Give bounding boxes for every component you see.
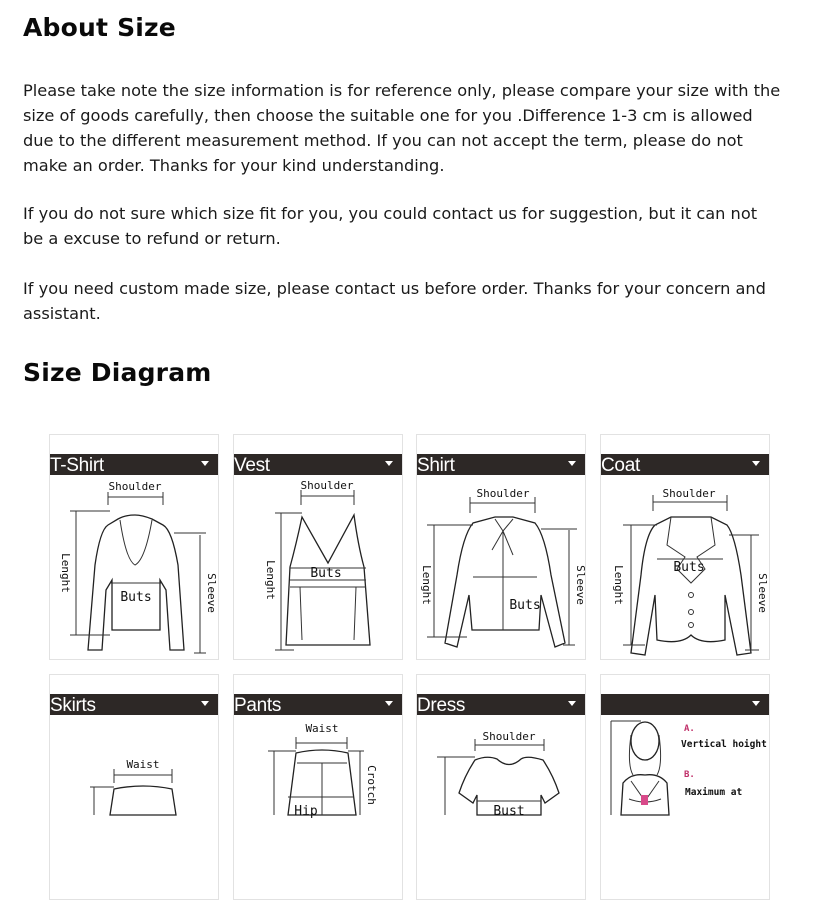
size-card-tshirt bbox=[49, 434, 219, 660]
card-header bbox=[234, 454, 402, 475]
text-line: If you do not sure which size fit for you, you could contact us for suggestion, but it can not bbox=[23, 204, 758, 223]
dropdown-caret-icon bbox=[752, 701, 760, 706]
size-card-dress bbox=[416, 674, 586, 900]
size-disclaimer-paragraph bbox=[23, 78, 813, 178]
card-label: Skirts bbox=[50, 695, 96, 716]
size-suggestion-paragraph bbox=[23, 201, 813, 251]
svg-text:Lenght: Lenght bbox=[612, 565, 625, 605]
size-card-shirt bbox=[416, 434, 586, 660]
text-line: If you need custom made size, please contact us before order. Thanks for your concern and bbox=[23, 279, 766, 298]
size-card-body-measure bbox=[600, 674, 770, 900]
text-line: size of goods carefully, then choose the suitable one for you .Difference 1-3 cm is allowed bbox=[23, 106, 753, 125]
card-label: Coat bbox=[601, 455, 640, 476]
card-header bbox=[234, 694, 402, 715]
card-label: Pants bbox=[234, 695, 282, 716]
dropdown-caret-icon bbox=[568, 461, 576, 466]
svg-text:Vertical hoight: Vertical hoight bbox=[681, 739, 767, 750]
dropdown-caret-icon bbox=[385, 461, 393, 466]
svg-text:Lenght: Lenght bbox=[59, 553, 72, 593]
tshirt-diagram-icon bbox=[50, 475, 220, 661]
svg-text:Bust: Bust bbox=[493, 804, 525, 819]
page-title-about-size: About Size bbox=[23, 13, 176, 42]
svg-text:Shoulder: Shoulder bbox=[662, 487, 716, 500]
size-card-skirts bbox=[49, 674, 219, 900]
svg-text:Sleeve: Sleeve bbox=[205, 573, 218, 613]
svg-text:Waist: Waist bbox=[126, 758, 160, 771]
card-header bbox=[417, 694, 585, 715]
card-label: T-Shirt bbox=[50, 455, 104, 476]
svg-text:Buts: Buts bbox=[120, 590, 152, 605]
dropdown-caret-icon bbox=[201, 461, 209, 466]
svg-text:Lenght: Lenght bbox=[420, 565, 433, 605]
svg-text:Buts: Buts bbox=[310, 566, 342, 581]
coat-diagram-icon bbox=[601, 475, 771, 661]
svg-text:Sleeve: Sleeve bbox=[756, 573, 769, 613]
section-title-size-diagram: Size Diagram bbox=[23, 358, 212, 387]
text-line: due to the different measurement method. If you can not accept the term, please do not bbox=[23, 131, 743, 150]
svg-text:Buts: Buts bbox=[673, 560, 705, 575]
text-line: assistant. bbox=[23, 304, 101, 323]
size-card-vest bbox=[233, 434, 403, 660]
svg-text:A.: A. bbox=[684, 724, 695, 734]
pants-diagram-icon bbox=[234, 715, 404, 901]
svg-text:Shoulder: Shoulder bbox=[476, 487, 530, 500]
svg-text:Shoulder: Shoulder bbox=[482, 730, 536, 743]
svg-text:Hip: Hip bbox=[294, 804, 318, 819]
svg-text:Sleeve: Sleeve bbox=[574, 565, 587, 605]
svg-text:Crotch: Crotch bbox=[365, 765, 378, 805]
text-line: be a excuse to refund or return. bbox=[23, 229, 281, 248]
card-header bbox=[50, 694, 218, 715]
text-line: make an order. Thanks for your kind understanding. bbox=[23, 156, 445, 175]
card-label: Vest bbox=[234, 455, 270, 476]
svg-text:B.: B. bbox=[684, 770, 695, 780]
size-card-pants bbox=[233, 674, 403, 900]
skirt-diagram-icon bbox=[50, 715, 220, 901]
card-header bbox=[601, 694, 769, 715]
svg-text:Shoulder: Shoulder bbox=[300, 479, 354, 492]
shirt-diagram-icon bbox=[417, 475, 587, 661]
svg-text:Shoulder: Shoulder bbox=[108, 480, 162, 493]
dropdown-caret-icon bbox=[568, 701, 576, 706]
text-line: Please take note the size information is for reference only, please compare your size with the bbox=[23, 81, 781, 100]
card-label: Dress bbox=[417, 695, 466, 716]
svg-text:Maximum at: Maximum at bbox=[685, 787, 743, 798]
custom-size-paragraph bbox=[23, 276, 813, 326]
svg-text:Buts: Buts bbox=[509, 598, 541, 613]
body-measure-diagram-icon bbox=[601, 715, 771, 901]
svg-text:Waist: Waist bbox=[305, 722, 339, 735]
dress-diagram-icon bbox=[417, 715, 587, 901]
dropdown-caret-icon bbox=[201, 701, 209, 706]
card-header bbox=[601, 454, 769, 475]
dropdown-caret-icon bbox=[385, 701, 393, 706]
size-card-coat bbox=[600, 434, 770, 660]
card-header bbox=[50, 454, 218, 475]
vest-diagram-icon bbox=[234, 475, 404, 661]
dropdown-caret-icon bbox=[752, 461, 760, 466]
svg-text:Lenght: Lenght bbox=[264, 560, 277, 600]
card-label: Shirt bbox=[417, 455, 455, 476]
card-header bbox=[417, 454, 585, 475]
